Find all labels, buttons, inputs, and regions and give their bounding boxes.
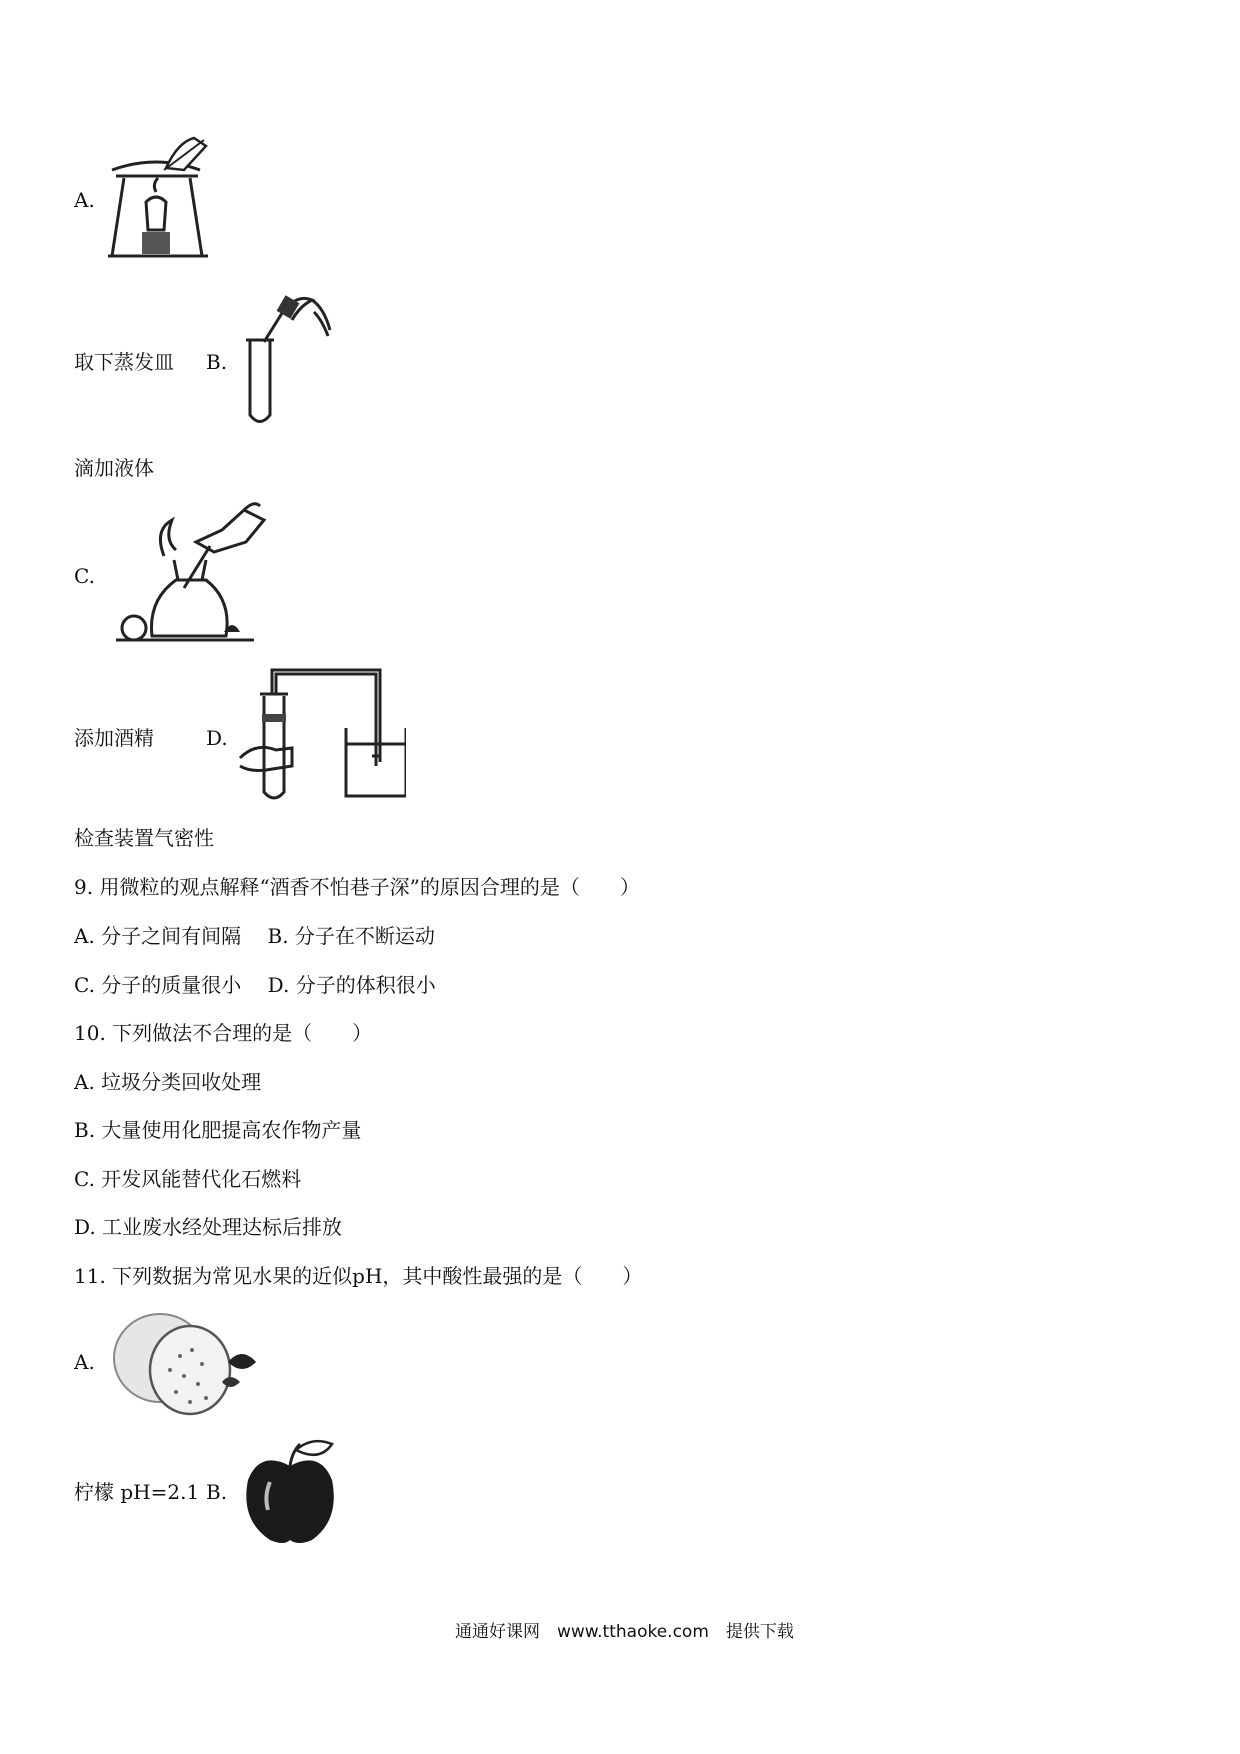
q9-options-row-1: A. 分子之间有间隔 B. 分子在不断运动 bbox=[74, 924, 435, 948]
q10-stem: 10. 下列做法不合理的是（ ） bbox=[74, 1021, 373, 1045]
q10-option-b: B. 大量使用化肥提高农作物产量 bbox=[74, 1118, 362, 1142]
q8-option-d-caption: 检查装置气密性 bbox=[74, 826, 214, 850]
q8-option-b-caption: 滴加液体 bbox=[74, 456, 154, 480]
lemon-illustration bbox=[110, 1306, 260, 1426]
footer-attribution: 通通好课网 www.tthaoke.com 提供下载 bbox=[455, 1622, 794, 1642]
q8-option-a-letter: A. bbox=[74, 188, 95, 212]
q8-option-c-letter: C. bbox=[74, 564, 95, 588]
q11-stem: 11. 下列数据为常见水果的近似pH，其中酸性最强的是（ ） bbox=[74, 1264, 643, 1288]
q8-option-c-caption: 添加酒精 bbox=[74, 726, 154, 750]
alcohol-lamp-illustration bbox=[114, 500, 274, 642]
dropper-test-tube-illustration bbox=[240, 290, 340, 430]
q10-option-c: C. 开发风能替代化石燃料 bbox=[74, 1167, 302, 1191]
q11-option-b-letter: B. bbox=[206, 1480, 228, 1504]
q10-option-a: A. 垃圾分类回收处理 bbox=[74, 1070, 262, 1094]
evaporating-dish-illustration bbox=[106, 132, 211, 262]
q8-option-d-letter: D. bbox=[206, 726, 228, 750]
q9-options-row-2: C. 分子的质量很小 D. 分子的体积很小 bbox=[74, 973, 436, 997]
airtightness-check-illustration bbox=[236, 662, 406, 802]
q9-stem: 9. 用微粒的观点解释“酒香不怕巷子深”的原因合理的是（ ） bbox=[74, 875, 640, 899]
q11-option-a-caption: 柠檬 pH=2.1 bbox=[74, 1480, 200, 1504]
q11-option-a-letter: A. bbox=[74, 1350, 95, 1374]
apple-illustration bbox=[240, 1436, 340, 1546]
q8-option-b-letter: B. bbox=[206, 350, 228, 374]
q8-option-a-caption: 取下蒸发皿 bbox=[74, 350, 174, 374]
q10-option-d: D. 工业废水经处理达标后排放 bbox=[74, 1215, 343, 1239]
